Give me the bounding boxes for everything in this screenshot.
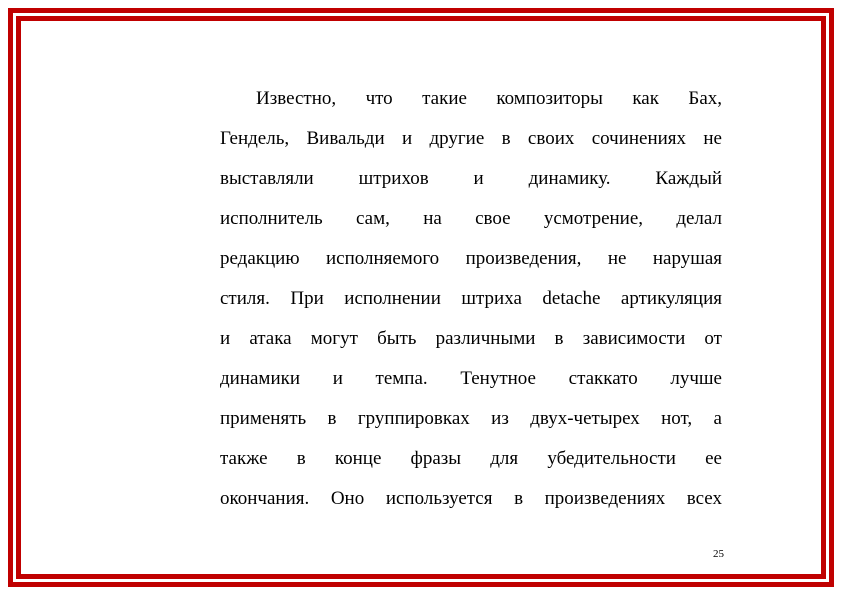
text-line: Известно, что такие композиторы как Бах, (256, 88, 722, 109)
text-line: окончания. Оно используется в произведениях всех (220, 488, 722, 509)
text-line: и атака могут быть различными в зависимости от (220, 328, 722, 349)
text-line: применять в группировках из двух-четырех нот, а (220, 408, 722, 429)
text-line: выставляли штрихов и динамику. Каждый (220, 168, 722, 189)
text-line: динамики и темпа. Тенутное стаккато лучше (220, 368, 722, 389)
body-text (220, 79, 722, 519)
text-line: также в конце фразы для убедительности ее (220, 448, 722, 469)
text-line: стиля. При исполнении штриха detache артикуляция (220, 288, 722, 309)
text-line: редакцию исполняемого произведения, не нарушая (220, 248, 722, 269)
text-line: исполнитель сам, на свое усмотрение, делал (220, 208, 722, 229)
page-number: 25 (713, 548, 724, 560)
text-line: Гендель, Вивальди и другие в своих сочинениях не (220, 128, 722, 149)
